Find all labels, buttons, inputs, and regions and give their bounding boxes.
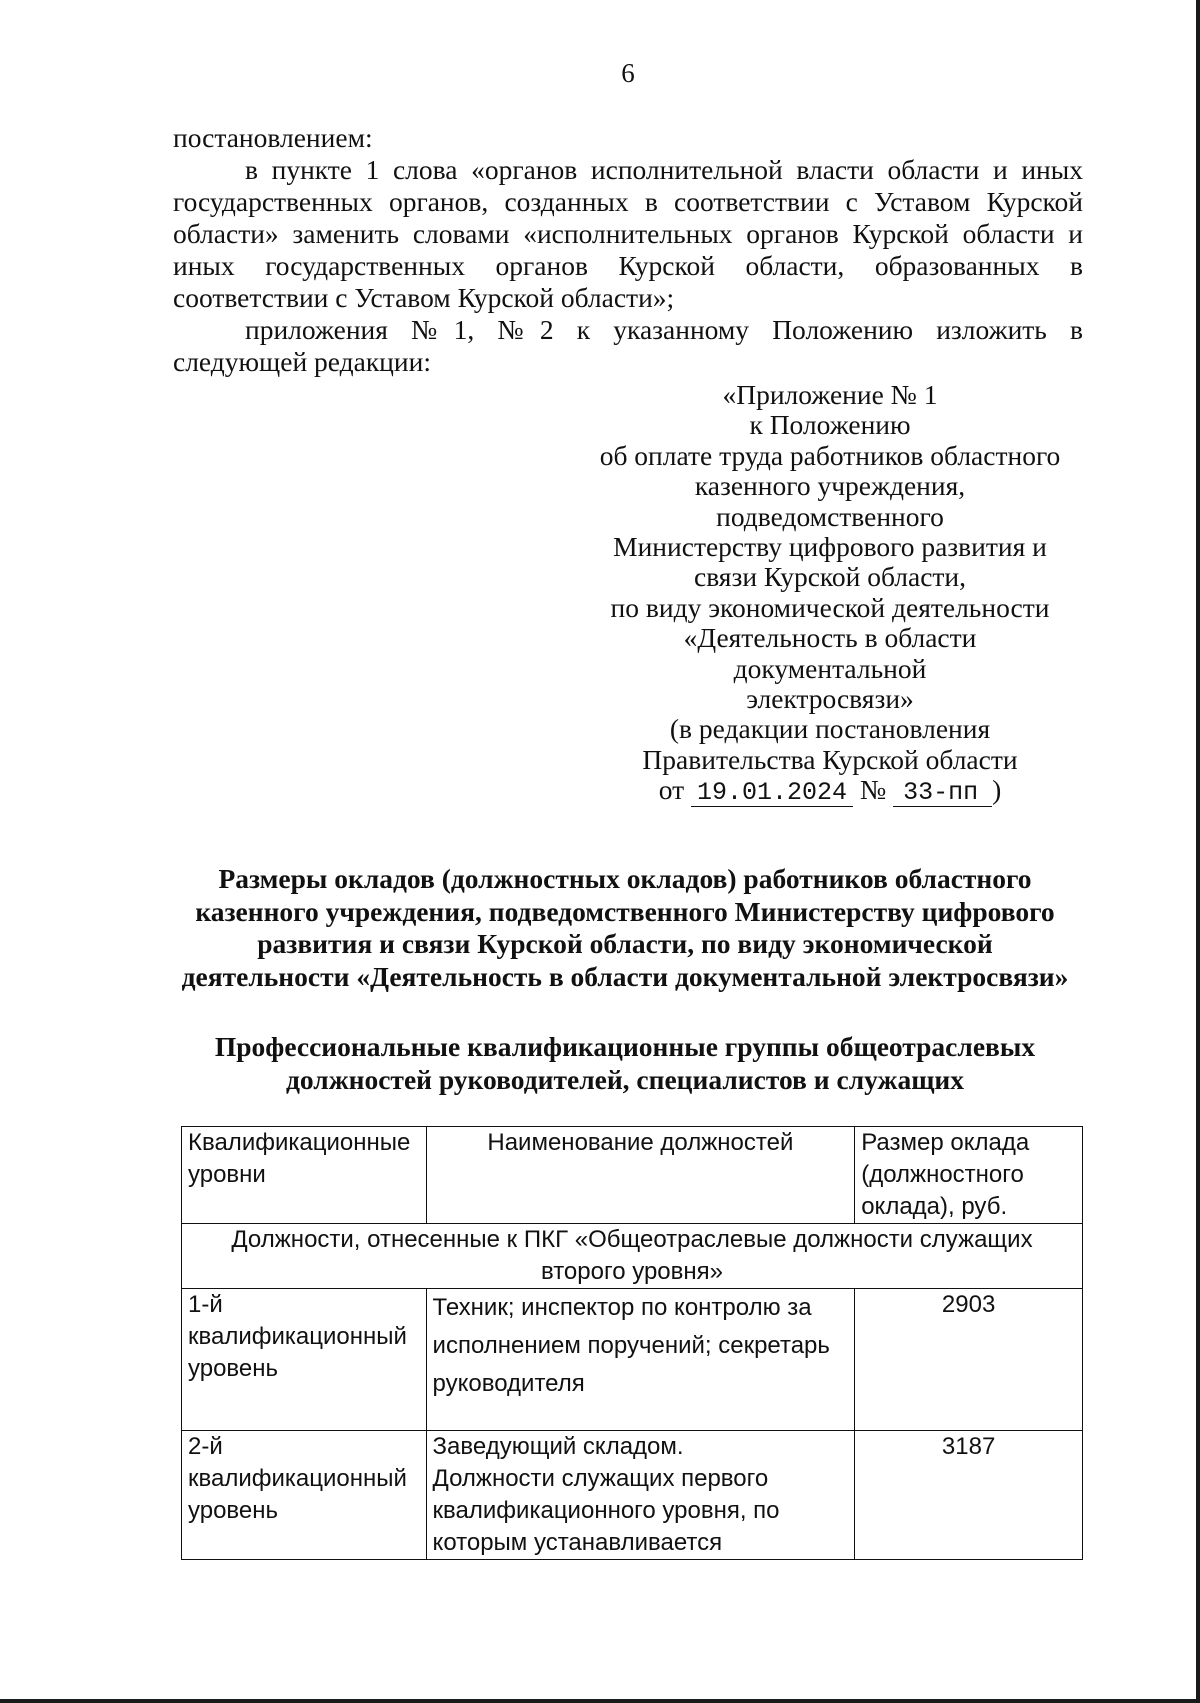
cell-text: 1-й [188,1291,223,1318]
salary-cell [855,1289,1083,1431]
appendix-line: (в редакции постановления [669,713,991,745]
group-text: Должности, отнесенные к ПКГ «Общеотраслевые должности служащих [231,1226,1033,1253]
cell-text: 2-й [188,1433,223,1460]
page-number: 6 [621,58,635,88]
header-text: Квалификационные [188,1129,411,1156]
cell-text: которым устанавливается [432,1529,723,1556]
header-text: уровни [188,1161,266,1188]
scan-edge-right [1196,0,1200,1703]
intro-para2-line: приложения №1, №2 к указанному Положению изложить в [245,314,1083,345]
cell-text: руководителя [432,1370,585,1397]
header-text: Размер оклада [861,1129,1030,1156]
salary-value: 2903 [941,1291,996,1318]
intro-para1-last: соответствии с Уставом Курской области»; [173,282,675,313]
table-header-row [182,1127,1083,1224]
subtitle-line: должностей руководителей, специалистов и служащих [285,1063,965,1095]
intro-block [173,122,1083,378]
title-line: казенного учреждения, подведомственного Министерству цифрового [195,895,1055,927]
cell-text: исполнением поручений; секретарь [432,1332,830,1359]
title-line: деятельности «Деятельность в области документальной электросвязи» [181,960,1069,992]
appendix-line: «Деятельность в области [683,622,977,654]
header-cell-levels [182,1127,427,1224]
date-close: ) [992,774,1002,806]
table-row [182,1431,1083,1560]
cell-text: квалификационный [188,1465,407,1492]
positions-cell [426,1431,855,1560]
group-cell [182,1224,1083,1289]
appendix-line: документальной [733,652,927,684]
header-cell-salary [855,1127,1083,1224]
header-cell-positions [426,1127,855,1224]
appendix-line: подведомственного [716,500,944,532]
intro-para2-last: следующей редакции: [173,346,431,377]
group-text: второго уровня» [540,1258,723,1285]
title-line: развития и связи Курской области, по виду экономической [257,928,993,959]
salary-cell [855,1431,1083,1560]
intro-para1-line: иных государственных органов Курской области, образованных в [173,250,1083,281]
cell-text: Должности служащих первого [432,1465,769,1492]
appendix-line: об оплате труда работников областного [599,439,1061,471]
date-prefix: от [658,774,685,806]
positions-cell [426,1289,855,1431]
cell-text: Заведующий складом. [432,1433,684,1460]
subtitle-line: Профессиональные квалификационные группы общеотраслевых [214,1031,1036,1062]
decree-date: 19.01.2024 [691,780,853,807]
salary-value: 3187 [941,1433,996,1460]
appendix-line: казенного учреждения, [694,470,966,502]
intro-para1-line: государственных органов, созданных в соответствии с Уставом Курской [173,186,1083,217]
appendix-header [580,380,1080,807]
table-row [182,1289,1083,1431]
intro-para1-line: в пункте 1 слова «органов исполнительной власти области и иных [245,154,1083,185]
level-cell [182,1431,427,1560]
table-group-row [182,1224,1083,1289]
cell-text: квалификационный [188,1323,407,1350]
appendix-line: к Положению [749,409,911,441]
header-text: Наименование должностей [487,1129,794,1156]
scan-edge-bottom [0,1699,1200,1703]
cell-text: уровень [188,1497,279,1524]
salary-table [181,1126,1083,1560]
cell-text: Техник; инспектор по контролю за [432,1294,812,1321]
appendix-line: по виду экономической деятельности [610,591,1050,623]
document-title [160,863,1090,993]
appendix-date-line [580,775,1080,807]
cell-text: уровень [188,1355,279,1382]
appendix-line: «Приложение № 1 [722,379,938,410]
appendix-line: связи Курской области, [693,561,967,593]
decree-number: 33-пп [893,780,992,807]
level-cell [182,1289,427,1431]
header-text: (должностного [861,1161,1024,1188]
intro-para1-line: области» заменить словами «исполнительных органов Курской области и [173,218,1083,249]
appendix-line: Правительства Курской области [642,743,1018,775]
appendix-line: электросвязи» [746,683,914,715]
section-subtitle [160,1031,1090,1096]
intro-line: постановлением: [173,122,373,153]
appendix-line: Министерству цифрового развития и [613,531,1047,563]
cell-text: квалификационного уровня, по [432,1497,780,1524]
number-sign: № [859,774,887,806]
header-text: оклада), руб. [861,1193,1008,1220]
title-line: Размеры окладов (должностных окладов) работников областного [218,863,1032,894]
